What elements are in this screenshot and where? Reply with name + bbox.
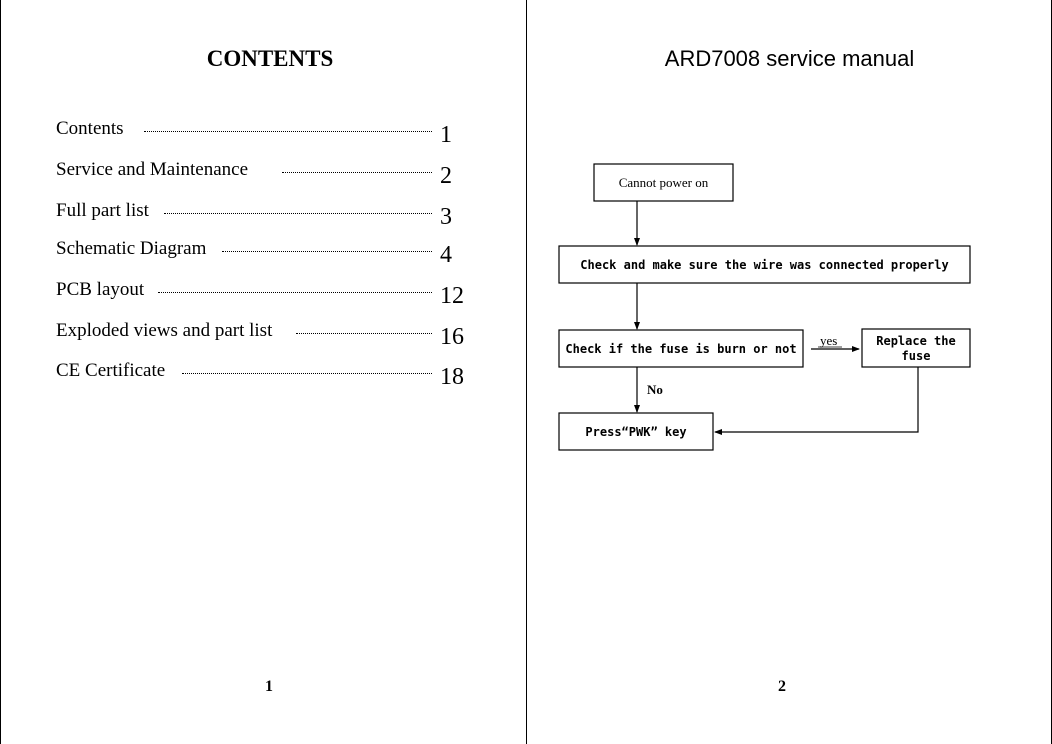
toc-leader-dots	[222, 251, 432, 252]
toc-leader-dots	[158, 292, 432, 293]
toc-entry-label: PCB layout	[56, 279, 145, 300]
toc-leader-dots	[144, 131, 432, 132]
page-number: 2	[778, 678, 786, 695]
toc-entry-page: 4	[440, 242, 452, 268]
check-wire-box-text: Check and make sure the wire was connected properly	[580, 258, 949, 272]
contents-title: CONTENTS	[206, 46, 334, 71]
toc-entry-page: 1	[440, 122, 452, 148]
no-label: No	[647, 382, 663, 397]
service-manual-page	[527, 0, 1052, 744]
toc-entry[interactable]	[56, 360, 466, 390]
page-number: 1	[265, 678, 273, 695]
toc-entry[interactable]	[56, 279, 466, 309]
power-troubleshooting-flowchart	[527, 0, 1052, 744]
press-key-box-text: Press“PWK” key	[585, 425, 687, 439]
toc-entry-page: 2	[440, 163, 452, 189]
toc-entry-label: CE Certificate	[56, 360, 166, 381]
check-fuse-box-text: Check if the fuse is burn or not	[565, 342, 797, 356]
manual-title: ARD7008 service manual	[664, 46, 915, 71]
toc-entry[interactable]	[56, 238, 466, 268]
toc-entry[interactable]	[56, 200, 466, 230]
start-box-text: Cannot power on	[618, 175, 709, 190]
toc-entry-label: Full part list	[56, 200, 149, 221]
replace-fuse-box-text-line2: fuse	[901, 349, 931, 363]
toc-entry-label: Contents	[56, 118, 124, 139]
toc-entry-page: 16	[440, 324, 464, 350]
toc-entry-label: Exploded views and part list	[56, 320, 273, 341]
toc-entry-page: 12	[440, 283, 464, 309]
toc-entry[interactable]	[56, 320, 466, 350]
toc-leader-dots	[182, 373, 432, 374]
toc-leader-dots	[282, 172, 432, 173]
toc-leader-dots	[296, 333, 432, 334]
replace-fuse-box-text-line1: Replace the	[876, 334, 956, 348]
toc-entry[interactable]	[56, 118, 466, 148]
yes-label: yes	[820, 333, 838, 348]
toc-entry-label: Service and Maintenance	[56, 159, 249, 180]
toc-entry[interactable]	[56, 159, 466, 189]
toc-entry-page: 3	[440, 204, 452, 230]
toc-entry-page: 18	[440, 364, 464, 390]
return-arrow	[715, 367, 918, 432]
toc-entry-label: Schematic Diagram	[56, 238, 207, 259]
toc-leader-dots	[164, 213, 432, 214]
